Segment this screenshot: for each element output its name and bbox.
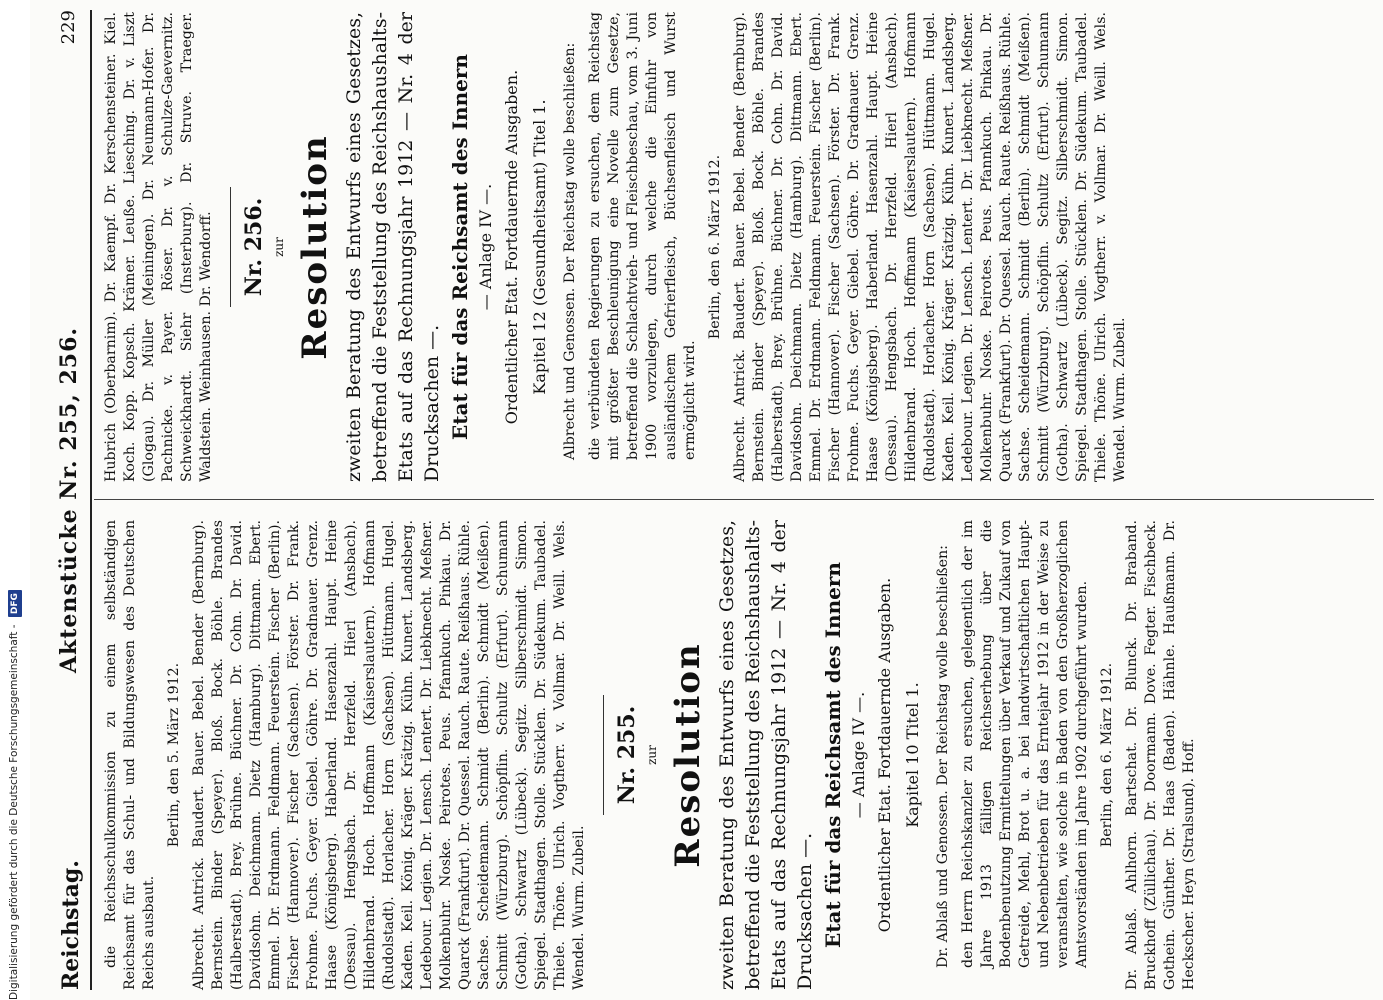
motion-intro: Albrecht und Genossen. Der Reichstag wolle beschließen: — [562, 42, 578, 460]
resolution-subject: zweiten Beratung des Entwurfs eines Gesetzes, betreffend die Feststellung des Reichshaushalts-Etats auf das Rechnungsjahr 1912 — Nr. 4 der Drucksachen —. — [716, 520, 816, 990]
intro-text: die Reichsschulkommission zu einem selbständigen Reichsamt für das Schul- und Bildungswesen des Deutschen Reichs ausbaut. — [103, 520, 157, 990]
digitization-credit-strip — [0, 0, 30, 1000]
etat-subheading: Ordentlicher Etat. Fortdauernde Ausgaben. — [502, 69, 521, 425]
etat-subheading: Ordentlicher Etat. Fortdauernde Ausgaben. — [875, 577, 894, 933]
page-number: 229 — [58, 10, 79, 45]
motion-body: die verbündeten Regierungen zu ersuchen, dem Reichstag mit größter Beschleunigung eine Novelle zum Gesetze, betreffend die Schlachtvieh- und Fleischbeschau, vom 3. Juni 1900 vorzulegen, durch welche die Einfuhr von ausländischem Gefrierfleisch, Büchsenfleisch und Wurst ermöglicht wird. — [587, 12, 698, 460]
resolution-subject: zweiten Beratung des Entwurfs eines Gesetzes, betreffend die Feststellung des Reichshaushalts-Etats auf das Rechnungsjahr 1912 — Nr. 4 der Drucksachen —. — [343, 12, 443, 482]
column-right — [102, 12, 1372, 482]
page-content — [50, 0, 1380, 1000]
signatories: Albrecht. Antrick. Baudert. Bauer. Bebel. Bender (Bernburg). Bernstein. Binder (Speyer). Bloß. Bock. Böhle. Brandes (Halberstadt). Brey. Brühne. Büchner. Dr. Cohn. Dr. David. Davidsohn. Deichmann. Dietz (Hamburg). Dittmann. Ebert. Emmel. Dr. Erdmann. Feldmann. Feuerstein. Fischer (Berlin). Fischer (Hannover). Fischer (Sachsen). Förster. Dr. Frank. Frohme. Fuchs. Geyer. Giebel. Göhre. Dr. Gradnauer. Grenz. Haase (Königsberg). Haberland. Hasenzahl. Haupt. Heine (Dessau). Hengsbach. Dr. Herzfeld. Hierl (Ansbach). Hildenbrand. Hoch. Hoffmann (Kaiserslautern). Hofmann (Rudolstadt). Horlacher. Horn (Sachsen). Hüttmann. Hugel. Kaden. Keil. König. Kräger. Krätzig. Kühn. Kunert. Landsberg. Ledebour. Legien. Dr. Lensch. Lentert. Dr. Liebknecht. Meßner. Molkenbuhr. Noske. Peirotes. Peus. Pfannkuch. Pinkau. Dr. Quarck (Frankfurt). Dr. Quessel. Rauch. Raute. Reißhaus. Rühle. Sachse. Scheidemann. Schmidt (Berlin). Schmidt (Meißen). Schmitt (Würzburg). Schöpflin. Schultz (Erfurt). Schumann (Gotha). Schwartz (Lübeck). Segitz. Silberschmidt. Simon. Spiegel. Stadthagen. Stolle. Stücklen. Dr. Südekum. Taubadel. Thiele. Thöne. Ulrich. Vogtherr. v. Vollmar. Dr. Weill. Wels. Wendel. Wurm. Zubeil. — [732, 12, 1128, 482]
zur-label: zur — [272, 237, 286, 257]
date-line: Berlin, den 6. März 1912. — [1099, 662, 1115, 848]
dfg-credit — [3, 10, 25, 1000]
scanned-page — [30, 0, 1383, 1000]
resolution-heading: Resolution — [295, 134, 335, 360]
header-left: Reichstag. — [58, 860, 84, 990]
column-divider — [94, 499, 1374, 500]
anlage-label: — Anlage IV —. — [849, 691, 868, 819]
dfg-credit-text: Digitalisierung gefördert durch die Deutsche Forschungsgemeinschaft - — [8, 624, 20, 1000]
document-number: Nr. 255. — [614, 705, 640, 805]
motion-body: den Herrn Reichskanzler zu ersuchen, gelegentlich der im Jahre 1913 fälligen Reichserhebung über die Bodenbenutzung Ermittelungen über Verkauf und Zukauf von Getreide, Mehl, Brot u. a. bei landwirtschaftlichen Haupt- und Nebenbetrieben für das Erntejahr 1912 in der Weise zu veranstalten, wie solche in Baden von den Großherzoglichen Amtsvorständen im Jahre 1902 durchgeführt wurden. — [960, 520, 1090, 968]
document-number: Nr. 256. — [241, 197, 267, 297]
date-line: Berlin, den 5. März 1912. — [166, 662, 182, 848]
etat-heading: Etat für das Reichsamt des Innern — [821, 562, 845, 948]
chapter-title: Kapitel 10 Titel 1. — [903, 682, 922, 828]
column-left — [102, 520, 1372, 990]
etat-heading: Etat für das Reichsamt des Innern — [448, 54, 472, 440]
anlage-label: — Anlage IV —. — [476, 183, 495, 311]
dfg-logo: DFG — [8, 590, 22, 617]
signatories-continued: Hubrich (Oberbarnim). Dr. Kaempf. Dr. Kerschensteiner. Kiel. Koch. Kopp. Kopsch. Krämer. Leuße. Liesching. Dr. v. Liszt (Glogau). Dr. Müller (Meiningen). Dr. Neumann-Hofer. Dr. Pachnicke. v. Payer. Röser. Dr. v. Schulze-Gaevernitz. Schweickhardt. Siehr (Insterburg). Dr. Struve. Traeger. Waldstein. Weinhausen. Dr. Wendorff. — [103, 12, 214, 482]
separator — [230, 187, 231, 307]
zur-label: zur — [645, 745, 659, 765]
running-header — [50, 10, 92, 990]
separator — [603, 695, 604, 815]
resolution-heading: Resolution — [668, 642, 708, 868]
signatories: Dr. Ablaß. Ahlhorn. Bartschat. Dr. Blunck. Dr. Braband. Bruckhoff (Züllichau). Dr. Doormann. Dove. Fegter. Fischbeck. Gothein. Günther. Dr. Haas (Baden). Hähnle. Haußmann. Dr. Heckscher. Heyn (Stralsund). Hoff. — [1124, 520, 1197, 990]
motion-intro: Dr. Ablaß und Genossen. Der Reichstag wolle beschließen: — [935, 545, 951, 968]
chapter-title: Kapitel 12 (Gesundheitsamt) Titel 1. — [530, 99, 549, 395]
header-title: Aktenstücke Nr. 255, 256. — [56, 326, 82, 674]
signatories: Albrecht. Antrick. Baudert. Bauer. Bebel. Bender (Bernburg). Bernstein. Binder (Speyer). Bloß. Bock. Böhle. Brandes (Halberstadt). Brey. Brühne. Büchner. Dr. Cohn. Dr. David. Davidsohn. Deichmann. Dietz (Hamburg). Dittmann. Ebert. Emmel. Dr. Erdmann. Feldmann. Feuerstein. Fischer (Berlin). Fischer (Hannover). Fischer (Sachsen). Förster. Dr. Frank. Frohme. Fuchs. Geyer. Giebel. Göhre. Dr. Gradnauer. Grenz. Haase (Königsberg). Haberland. Hasenzahl. Haupt. Heine (Dessau). Hengsbach. Dr. Herzfeld. Hierl (Ansbach). Hildenbrand. Hoch. Hoffmann (Kaiserslautern). Hofmann (Rudolstadt). Horlacher. Horn (Sachsen). Hüttmann. Hugel. Kaden. Keil. König. Kräger. Krätzig. Kühn. Kunert. Landsberg. Ledebour. Legien. Dr. Lensch. Lentert. Dr. Liebknecht. Meßner. Molkenbuhr. Noske. Peirotes. Peus. Pfannkuch. Pinkau. Dr. Quarck (Frankfurt). Dr. Quessel. Rauch. Raute. Reißhaus. Rühle. Sachse. Scheidemann. Schmidt (Berlin). Schmidt (Meißen). Schmitt (Würzburg). Schöpflin. Schultz (Erfurt). Schumann (Gotha). Schwartz (Lübeck). Segitz. Silberschmidt. Simon. Spiegel. Stadthagen. Stolle. Stücklen. Dr. Südekum. Taubadel. Thiele. Thöne. Ulrich. Vogtherr. v. Vollmar. Dr. Weill. Wels. Wendel. Wurm. Zubeil. — [191, 520, 587, 990]
date-line: Berlin, den 6. März 1912. — [707, 154, 723, 340]
